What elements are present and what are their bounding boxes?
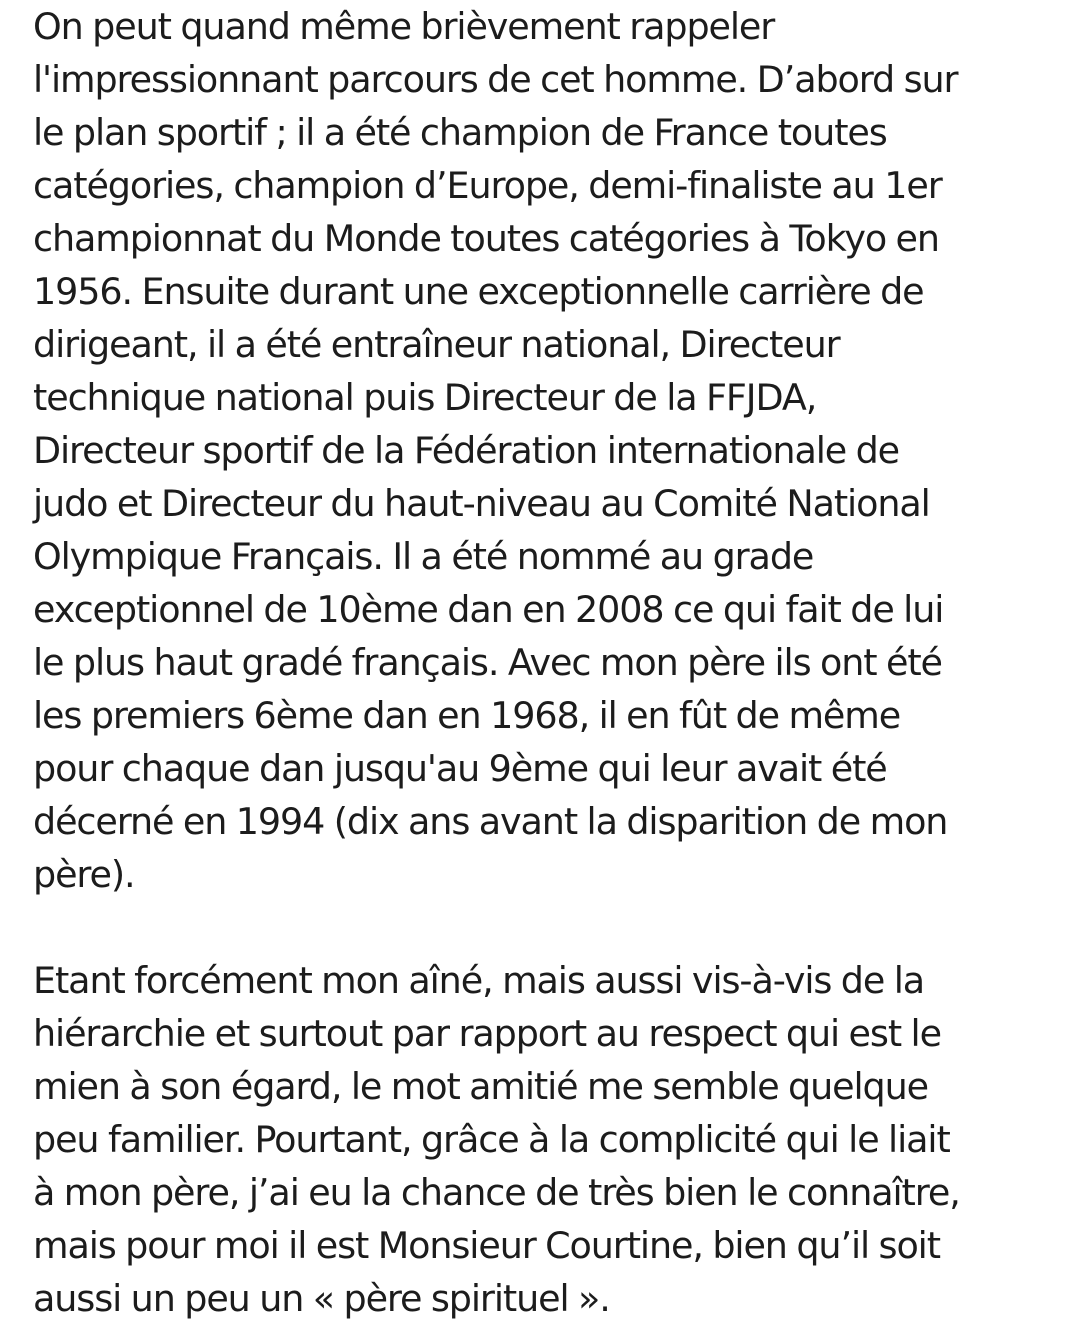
paragraph-2 <box>33 954 1063 1325</box>
text-line: mien à son égard, le mot amitié me semble quelque <box>33 1065 929 1108</box>
text-line: l'impressionnant parcours de cet homme. D’abord sur <box>33 58 958 101</box>
text-line: aussi un peu un « père spirituel ». <box>33 1277 610 1320</box>
text-line: à mon père, j’ai eu la chance de très bien le connaître, <box>33 1171 960 1214</box>
text-line: technique national puis Directeur de la FFJDA, <box>33 376 817 419</box>
text-line: pour chaque dan jusqu'au 9ème qui leur avait été <box>33 747 887 790</box>
text-line: décerné en 1994 (dix ans avant la disparition de mon <box>33 800 948 843</box>
document-body <box>33 0 1063 1325</box>
text-line: catégories, champion d’Europe, demi-finaliste au 1er <box>33 164 942 207</box>
text-line: hiérarchie et surtout par rapport au respect qui est le <box>33 1012 941 1055</box>
paragraph-1 <box>33 0 1063 901</box>
paragraph-spacer <box>33 901 1063 954</box>
text-line: père). <box>33 853 135 896</box>
text-line: Olympique Français. Il a été nommé au grade <box>33 535 814 578</box>
text-line: 1956. Ensuite durant une exceptionnelle carrière de <box>33 270 924 313</box>
text-line: le plan sportif ; il a été champion de France toutes <box>33 111 887 154</box>
text-line: peu familier. Pourtant, grâce à la complicité qui le liait <box>33 1118 950 1161</box>
text-line: dirigeant, il a été entraîneur national, Directeur <box>33 323 840 366</box>
text-line: Etant forcément mon aîné, mais aussi vis-à-vis de la <box>33 959 925 1002</box>
text-line: le plus haut gradé français. Avec mon père ils ont été <box>33 641 942 684</box>
text-line: exceptionnel de 10ème dan en 2008 ce qui fait de lui <box>33 588 944 631</box>
text-line: On peut quand même brièvement rappeler <box>33 5 775 48</box>
text-line: Directeur sportif de la Fédération internationale de <box>33 429 900 472</box>
text-line: championnat du Monde toutes catégories à Tokyo en <box>33 217 939 260</box>
text-line: judo et Directeur du haut-niveau au Comité National <box>33 482 930 525</box>
text-line: les premiers 6ème dan en 1968, il en fût de même <box>33 694 901 737</box>
text-line: mais pour moi il est Monsieur Courtine, bien qu’il soit <box>33 1224 940 1267</box>
